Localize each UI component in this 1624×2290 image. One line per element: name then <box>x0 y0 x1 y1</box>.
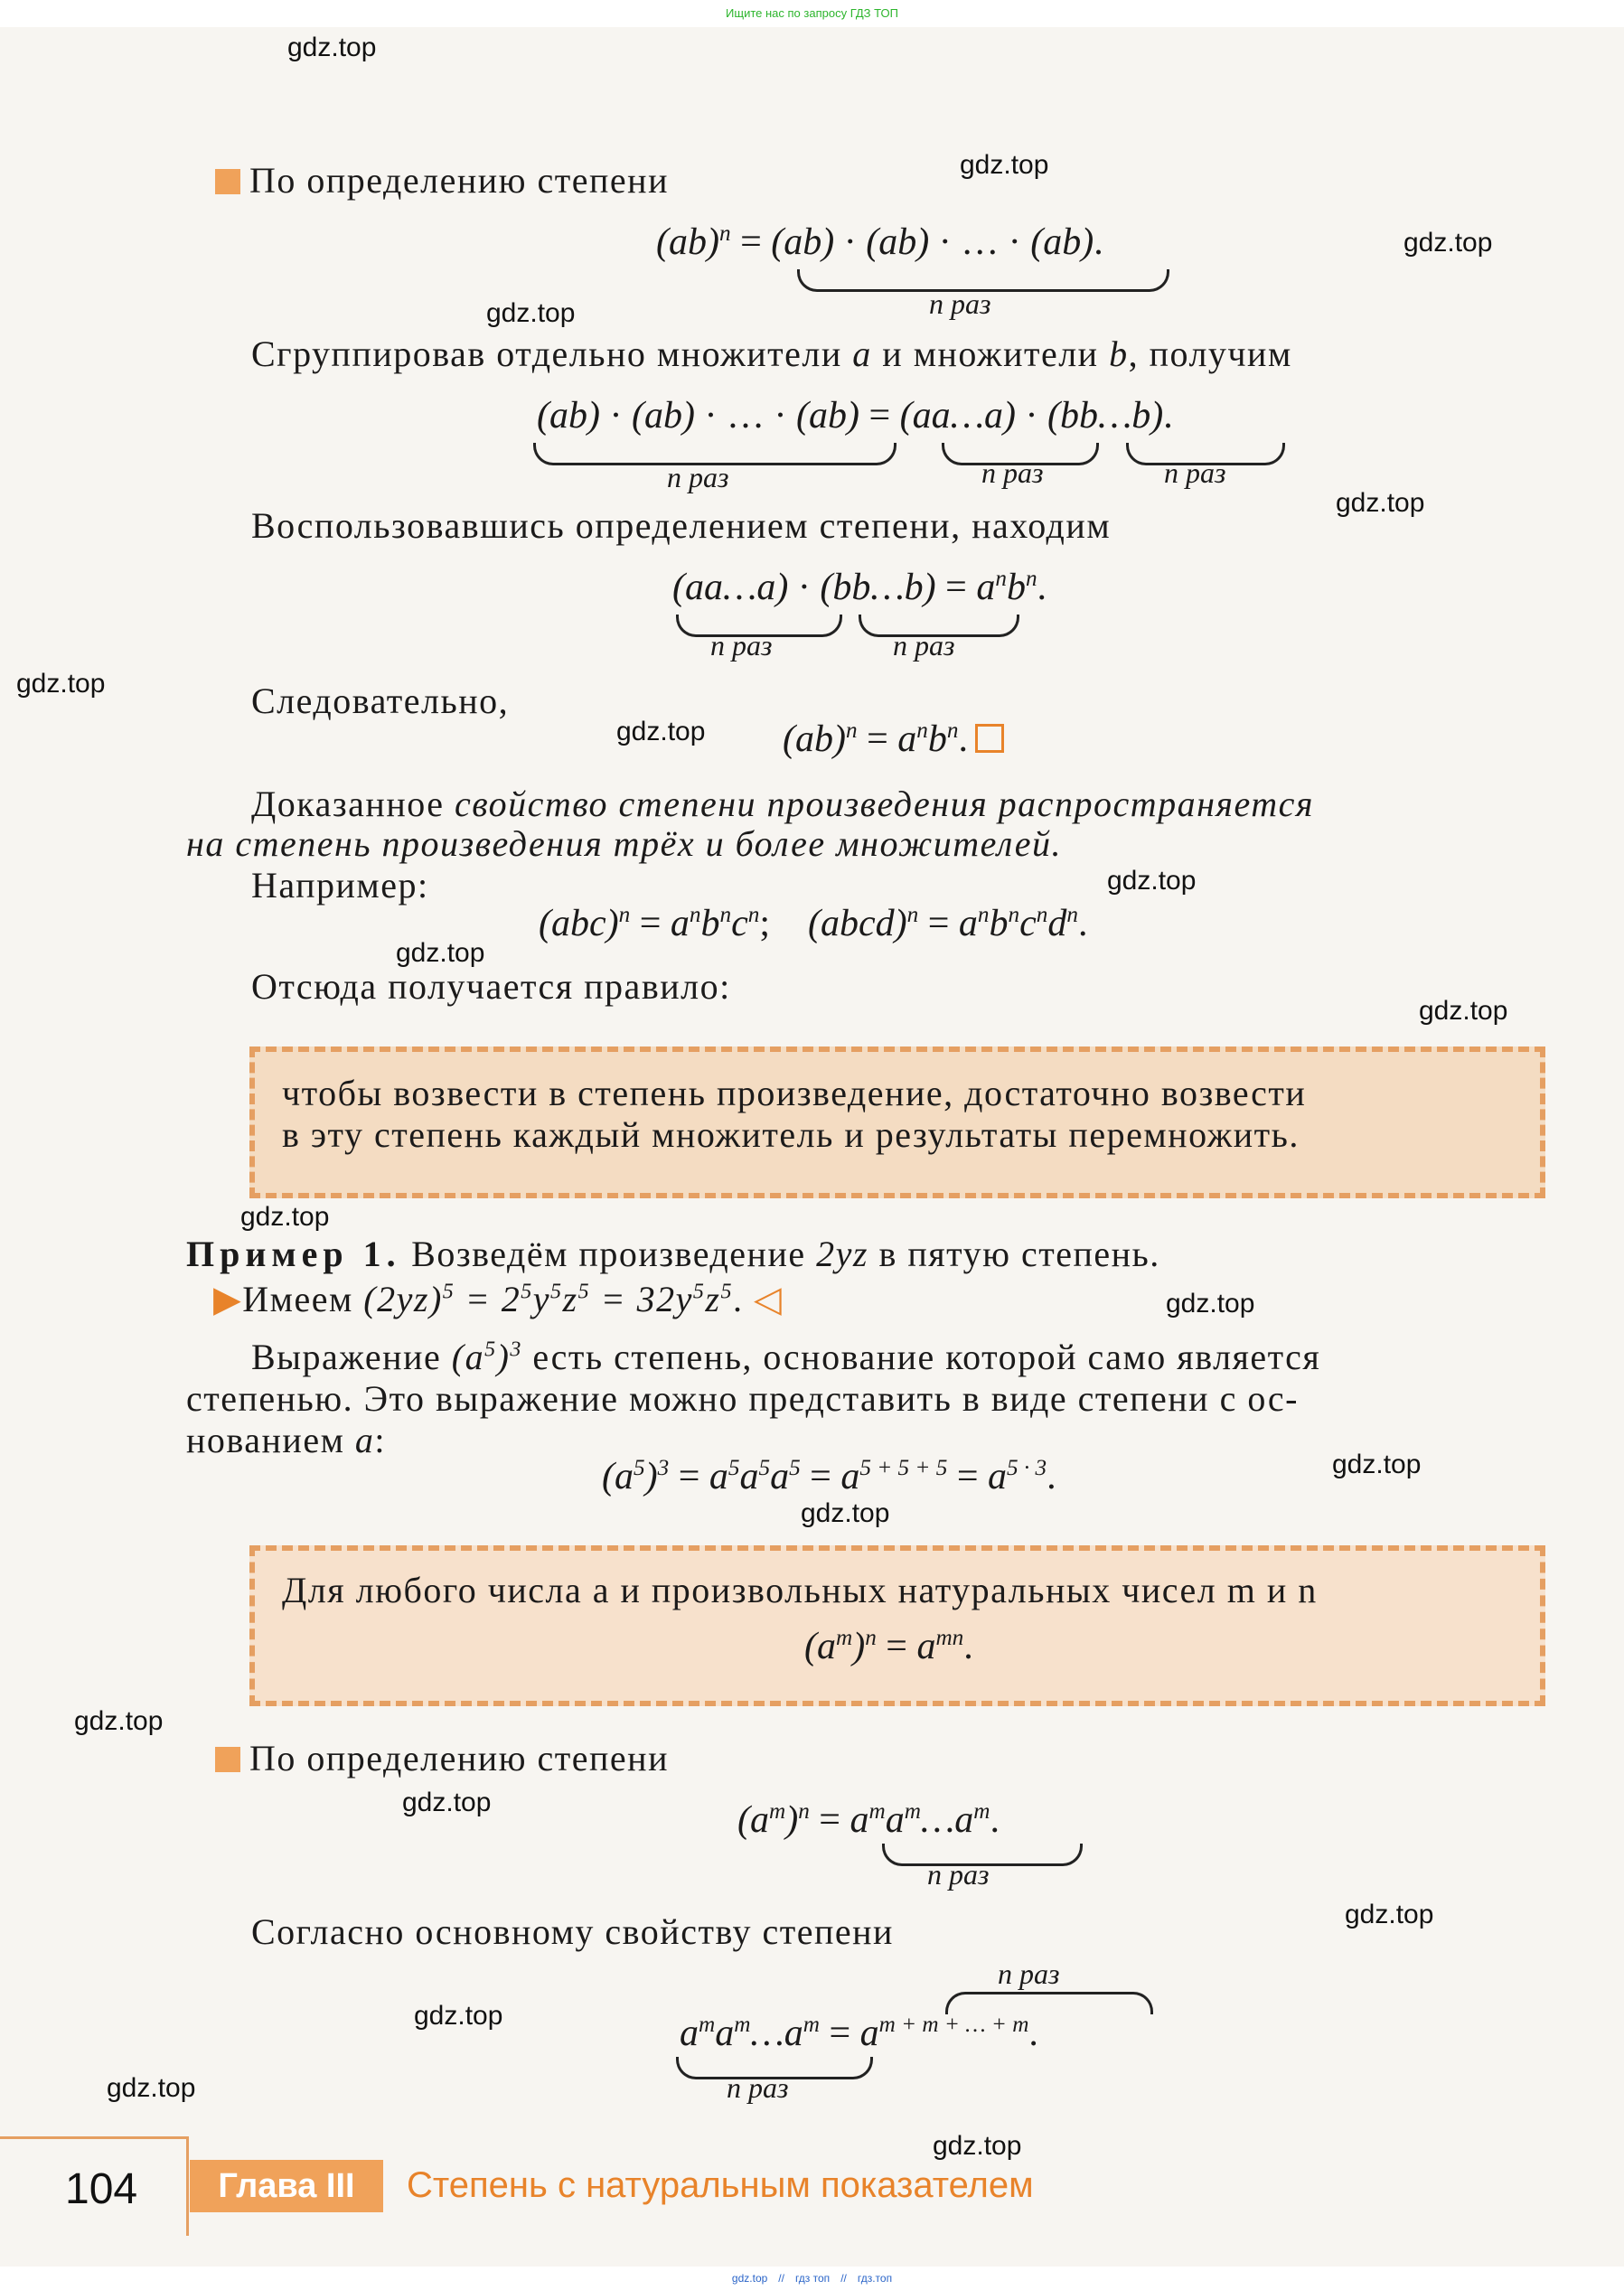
rule-line-1: чтобы возвести в степень произведение, достаточно возвести <box>282 1073 1307 1113</box>
proof-intro-2: По определению степени <box>215 1737 669 1779</box>
watermark: gdz.top <box>1166 1289 1255 1319</box>
chapter-label: Глава III <box>190 2160 383 2212</box>
proof-start-square-icon <box>215 169 240 194</box>
watermark: gdz.top <box>16 669 106 699</box>
solution-end-triangle-icon: ◁ <box>753 1279 784 1319</box>
watermark: gdz.top <box>287 33 377 62</box>
property-text-2: на степень произведения трёх и более множителей. <box>186 823 1063 864</box>
separator: // <box>840 2272 847 2285</box>
example-1: Пример 1. Возведём произведение 2yz в пятую степень. <box>186 1234 1160 1274</box>
n-times-label: n раз <box>981 456 1044 489</box>
rule-intro: Отсюда получается правило: <box>251 966 731 1007</box>
rule-2-text: Для любого числа a и произвольных натуральных чисел m и n <box>282 1570 1318 1610</box>
watermark: gdz.top <box>1419 996 1508 1026</box>
basic-property-text: Согласно основному свойству степени <box>251 1911 894 1952</box>
chapter-title: Степень с натуральным показателем <box>407 2165 1034 2205</box>
therefore-text: Следовательно, <box>251 680 510 721</box>
n-times-label: n раз <box>710 629 773 662</box>
watermark: gdz.top <box>1336 488 1425 518</box>
watermark: gdz.top <box>486 298 576 328</box>
watermark: gdz.top <box>1332 1450 1422 1479</box>
watermark: gdz.top <box>960 150 1049 180</box>
bottom-link[interactable]: gdz.top <box>731 2272 768 2285</box>
separator: // <box>778 2272 784 2285</box>
watermark: gdz.top <box>933 2131 1022 2161</box>
grouping-text: Сгруппировав отдельно множители a и множители b, получим <box>251 333 1292 374</box>
using-definition-text: Воспользовавшись определением степени, находим <box>251 505 1112 546</box>
bottom-banner <box>0 2267 1624 2290</box>
n-times-label: n раз <box>929 287 991 320</box>
watermark: gdz.top <box>240 1202 330 1232</box>
n-times-label: n раз <box>1164 456 1226 489</box>
watermark: gdz.top <box>1403 228 1493 258</box>
watermark: gdz.top <box>402 1788 492 1817</box>
formula-definition: (ab)$^n$ = (ab) · (ab) · … · (ab). <box>656 221 1103 263</box>
footer-rule <box>186 2136 189 2236</box>
watermark: gdz.top <box>1345 1900 1434 1929</box>
proof-end-square-icon <box>975 724 1004 753</box>
proof-start-square-icon <box>215 1747 240 1772</box>
example-solution: ▶Имеем $(2yz)^5 = 2^5y^5z^5 = 32y^5z^5$. ◁ <box>213 1279 784 1319</box>
bottom-link[interactable]: гдз топ <box>794 2272 831 2285</box>
top-banner: Ищите нас по запросу ГДЗ ТОП <box>0 0 1624 27</box>
formula-rule-2: $(a^m)^n = a^{mn}$. <box>804 1626 973 1667</box>
bottom-link[interactable]: гдз.топ <box>857 2272 893 2285</box>
watermark: gdz.top <box>801 1498 890 1528</box>
watermark: gdz.top <box>107 2073 196 2103</box>
watermark: gdz.top <box>1107 866 1197 896</box>
formula-result: (aa…a) · (bb…b) = $a^nb^n$. <box>672 567 1047 608</box>
expression-text-3: нованием a: <box>186 1420 387 1460</box>
page-number: 104 <box>65 2165 138 2213</box>
watermark: gdz.top <box>414 2001 503 2031</box>
footer-rule <box>0 2136 188 2139</box>
n-times-label: n раз <box>667 461 729 493</box>
formula-definition-2: $(a^m)^n$ = $a^ma^m\dots a^m$. <box>737 1799 1000 1841</box>
formula-grouping: (ab) · (ab) · … · (ab) = (aa…a) · (bb…b). <box>537 395 1173 436</box>
formula-sum-exponents: $a^ma^m\dots a^m = a^{m + m + \dots + m}$. <box>680 2013 1038 2054</box>
proof-intro-1: По определению степени <box>215 159 669 202</box>
example-intro: Например: <box>251 865 429 906</box>
n-times-label: n раз <box>998 1957 1060 1990</box>
formula-power-of-product: $(ab)^n = a^nb^n$. <box>783 718 1004 761</box>
solution-start-triangle-icon: ▶ <box>213 1279 243 1319</box>
formula-power-of-power: $(a^5)^3 = a^5a^5a^5 = a^{5 + 5 + 5} = a^{5 \cdot 3}$. <box>602 1456 1056 1497</box>
watermark: gdz.top <box>616 717 706 746</box>
rule-line-2: в эту степень каждый множитель и результаты перемножить. <box>282 1114 1300 1155</box>
watermark: gdz.top <box>74 1706 164 1736</box>
n-times-label: n раз <box>727 2071 789 2104</box>
n-times-label: n раз <box>927 1858 990 1891</box>
n-times-label: n раз <box>893 629 955 662</box>
property-text-1: Доказанное свойство степени произведения распространяется <box>251 784 1314 824</box>
watermark: gdz.top <box>396 938 485 968</box>
expression-text-1: Выражение $(a^5)^3$ есть степень, основание которой само является <box>251 1337 1321 1377</box>
expression-text-2: степенью. Это выражение можно представить в виде степени с ос- <box>186 1378 1299 1419</box>
formula-examples: $(abc)^n = a^nb^nc^n$; (abcd)$^n$ = $a^nb^nc^nd^n$. <box>539 903 1088 944</box>
